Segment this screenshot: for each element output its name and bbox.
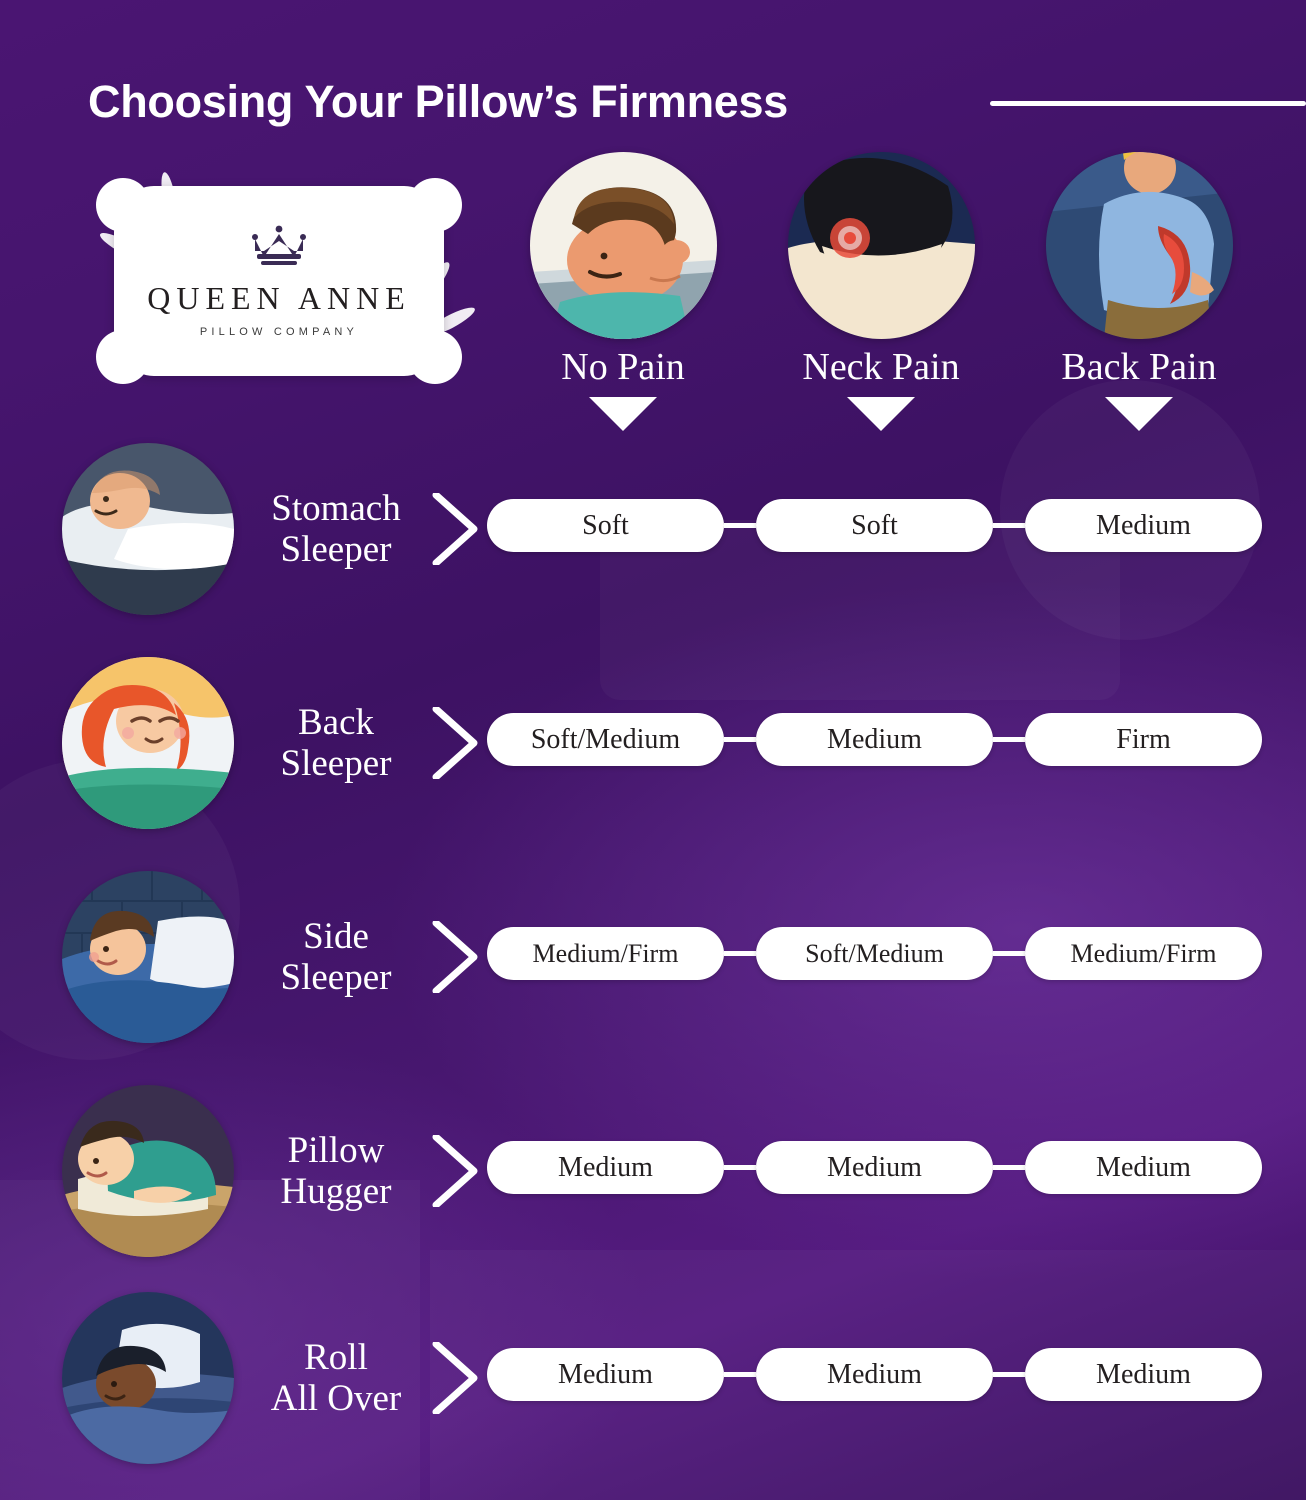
column-label: Neck Pain xyxy=(802,346,960,388)
row-label-side-sleeper xyxy=(236,871,436,1043)
chevron-right-icon xyxy=(432,921,478,993)
row-stomach-sleeper xyxy=(0,443,1306,643)
pill-connector xyxy=(724,951,756,956)
row-label-line-2: All Over xyxy=(270,1378,402,1419)
row-side-sleeper xyxy=(0,871,1306,1071)
brand-tagline: PILLOW COMPANY xyxy=(199,325,359,338)
firmness-pill[interactable]: Medium xyxy=(756,1141,993,1194)
firmness-pill[interactable]: Medium xyxy=(756,1348,993,1401)
firmness-pill[interactable]: Soft/Medium xyxy=(487,713,724,766)
row-label-stomach-sleeper xyxy=(236,443,436,615)
row-values-pillow-hugger xyxy=(487,1141,1262,1194)
pill-connector xyxy=(724,737,756,742)
brand-logo xyxy=(62,178,494,386)
chevron-right-icon xyxy=(432,1342,478,1414)
firmness-pill[interactable]: Medium xyxy=(487,1348,724,1401)
firmness-pill[interactable]: Medium xyxy=(1025,1348,1262,1401)
man-sleeping-no-pain-icon xyxy=(530,152,717,339)
row-label-line-2: Hugger xyxy=(280,1171,392,1212)
pill-connector xyxy=(724,1372,756,1377)
chevron-right-icon xyxy=(432,1135,478,1207)
row-roll-all-over xyxy=(0,1292,1306,1492)
side-sleeper-icon xyxy=(62,871,234,1043)
column-header-no-pain xyxy=(508,152,738,431)
back-sleeper-icon xyxy=(62,657,234,829)
crown-icon xyxy=(248,225,310,274)
firmness-pill[interactable]: Soft xyxy=(487,499,724,552)
row-label-line-1: Side xyxy=(303,915,369,957)
brand-name: QUEEN ANNE xyxy=(147,279,411,316)
pill-connector xyxy=(993,951,1025,956)
row-label-line-2: Sleeper xyxy=(280,529,392,570)
down-arrow-icon xyxy=(1105,397,1173,431)
row-label-pillow-hugger xyxy=(236,1085,436,1257)
row-pillow-hugger xyxy=(0,1085,1306,1285)
down-arrow-icon xyxy=(589,397,657,431)
pill-connector xyxy=(993,1165,1025,1170)
chevron-right-icon xyxy=(432,707,478,779)
roll-all-over-icon xyxy=(62,1292,234,1464)
column-header-neck-pain xyxy=(766,152,996,431)
man-neck-pain-icon xyxy=(788,152,975,339)
row-back-sleeper xyxy=(0,657,1306,857)
column-header-back-pain xyxy=(1024,152,1254,431)
row-label-line-1: Roll xyxy=(304,1336,368,1378)
firmness-pill[interactable]: Soft/Medium xyxy=(756,927,993,980)
row-label-back-sleeper xyxy=(236,657,436,829)
firmness-pill[interactable]: Firm xyxy=(1025,713,1262,766)
pill-connector xyxy=(724,1165,756,1170)
row-values-stomach-sleeper xyxy=(487,499,1262,552)
row-label-line-1: Stomach xyxy=(271,487,401,529)
page-title: Choosing Your Pillow’s Firmness xyxy=(88,76,788,127)
page-header xyxy=(0,52,1306,127)
man-back-pain-icon xyxy=(1046,152,1233,339)
pill-connector xyxy=(993,523,1025,528)
pill-connector xyxy=(993,1372,1025,1377)
stomach-sleeper-icon xyxy=(62,443,234,615)
row-label-line-1: Pillow xyxy=(287,1129,385,1171)
column-label: Back Pain xyxy=(1061,346,1217,388)
row-label-roll-all-over xyxy=(236,1292,436,1464)
firmness-pill[interactable]: Medium xyxy=(1025,1141,1262,1194)
down-arrow-icon xyxy=(847,397,915,431)
firmness-pill[interactable]: Medium/Firm xyxy=(1025,927,1262,980)
firmness-pill[interactable]: Medium xyxy=(756,713,993,766)
firmness-pill[interactable]: Medium xyxy=(487,1141,724,1194)
firmness-pill[interactable]: Medium xyxy=(1025,499,1262,552)
pill-connector xyxy=(724,523,756,528)
pill-connector xyxy=(993,737,1025,742)
firmness-pill[interactable]: Medium/Firm xyxy=(487,927,724,980)
row-values-roll-all-over xyxy=(487,1348,1262,1401)
chevron-right-icon xyxy=(432,493,478,565)
row-label-line-2: Sleeper xyxy=(280,957,392,998)
title-rule xyxy=(990,101,1306,106)
firmness-pill[interactable]: Soft xyxy=(756,499,993,552)
pillow-hugger-icon xyxy=(62,1085,234,1257)
row-values-back-sleeper xyxy=(487,713,1262,766)
column-label: No Pain xyxy=(561,346,685,388)
row-values-side-sleeper xyxy=(487,927,1262,980)
row-label-line-2: Sleeper xyxy=(280,743,392,784)
row-label-line-1: Back xyxy=(297,701,375,743)
